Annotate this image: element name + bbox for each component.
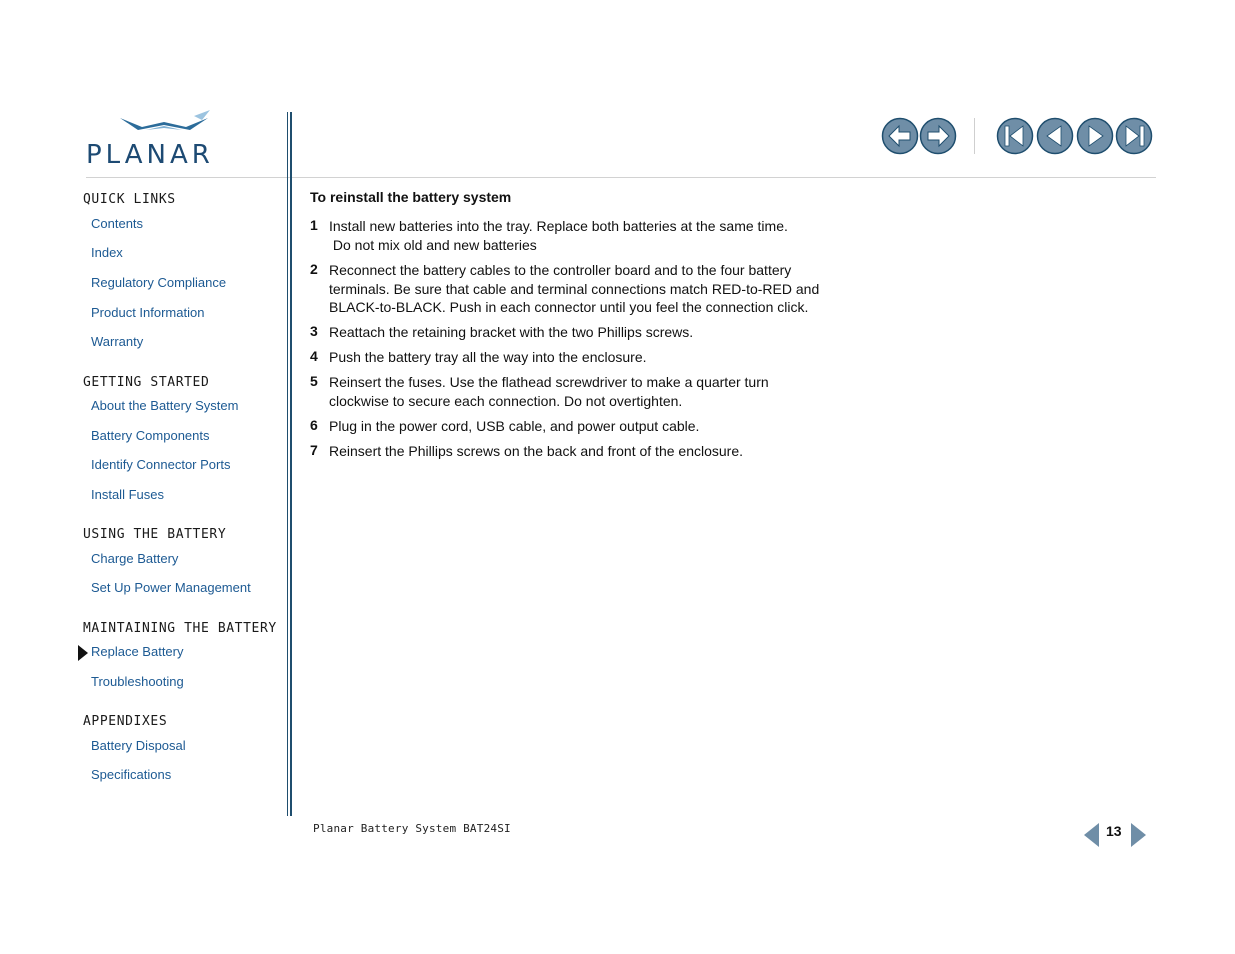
step-line: Push the battery tray all the way into the enclosure.	[329, 349, 647, 365]
step-number: 3	[310, 323, 318, 339]
back-arrow-icon[interactable]	[881, 117, 919, 155]
step-line: Reattach the retaining bracket with the two Phillips screws.	[329, 324, 694, 340]
sidebar-item-index[interactable]: Index	[91, 245, 123, 260]
sidebar-item-specifications[interactable]: Specifications	[91, 767, 172, 782]
logo-wordmark: PLANAR	[86, 140, 214, 170]
step-line: clockwise to secure each connection. Do not overtighten.	[329, 392, 683, 409]
step-text	[329, 442, 849, 461]
sidebar-item-troubleshooting[interactable]: Troubleshooting	[91, 674, 184, 689]
planar-logo	[86, 108, 242, 168]
sidebar-item-contents[interactable]: Contents	[91, 216, 144, 231]
sidebar-item-battery-disposal[interactable]: Battery Disposal	[91, 738, 186, 753]
sidebar-item-charge-battery[interactable]: Charge Battery	[91, 551, 179, 566]
sidebar-item-product-information[interactable]: Product Information	[91, 305, 205, 320]
step-number: 7	[310, 442, 318, 458]
step-line: Reinsert the Phillips screws on the back and front of the enclosure.	[329, 443, 743, 459]
page-back-arrow-icon[interactable]	[1084, 823, 1099, 847]
step-line: Reconnect the battery cables to the controller board and to the four battery	[329, 262, 792, 278]
step-line: terminals. Be sure that cable and terminal connections match RED-to-RED and	[329, 280, 820, 297]
step-line: BLACK-to-BLACK. Push in each connector until you feel the connection click.	[329, 299, 809, 316]
sidebar-item-install-fuses[interactable]: Install Fuses	[91, 487, 164, 502]
first-page-icon[interactable]	[996, 117, 1034, 155]
sidebar-item-warranty[interactable]: Warranty	[91, 334, 144, 349]
step-number: 1	[310, 217, 318, 233]
header-rule	[86, 177, 1156, 178]
sidebar-divider-thick	[290, 112, 292, 816]
sidebar-divider	[287, 112, 288, 816]
page-forward-arrow-icon[interactable]	[1131, 823, 1146, 847]
sidebar-heading-maintaining-the-battery: MAINTAINING THE BATTERY	[83, 621, 277, 636]
previous-page-icon[interactable]	[1036, 117, 1074, 155]
step-text	[329, 217, 849, 254]
sidebar-item-replace-battery[interactable]: Replace Battery	[91, 644, 184, 659]
sidebar-item-regulatory-compliance[interactable]: Regulatory Compliance	[91, 275, 227, 290]
page-number: 13	[1106, 823, 1122, 839]
step-text	[329, 417, 849, 436]
step-number: 2	[310, 261, 318, 277]
last-page-icon[interactable]	[1115, 117, 1153, 155]
sidebar-item-set-up-power-management[interactable]: Set Up Power Management	[91, 580, 251, 595]
step-text	[329, 348, 849, 367]
forward-arrow-icon[interactable]	[919, 117, 957, 155]
step-text	[329, 261, 849, 317]
sidebar-item-about-battery-system[interactable]: About the Battery System	[91, 398, 239, 413]
sidebar-heading-quick-links: QUICK LINKS	[83, 192, 176, 207]
step-text	[329, 373, 849, 410]
page-title: To reinstall the battery system	[310, 189, 512, 205]
step-number: 5	[310, 373, 318, 389]
step-line: Plug in the power cord, USB cable, and power output cable.	[329, 418, 700, 434]
next-page-icon[interactable]	[1076, 117, 1114, 155]
step-number: 4	[310, 348, 318, 364]
sidebar-heading-getting-started: GETTING STARTED	[83, 375, 210, 390]
step-number: 6	[310, 417, 318, 433]
step-line: Reinsert the fuses. Use the flathead screwdriver to make a quarter turn	[329, 374, 769, 390]
sidebar-item-identify-connector-ports[interactable]: Identify Connector Ports	[91, 457, 231, 472]
sidebar-heading-using-the-battery: USING THE BATTERY	[83, 527, 227, 542]
current-page-marker-icon	[78, 645, 88, 661]
nav-separator	[974, 118, 975, 154]
step-line: Install new batteries into the tray. Replace both batteries at the same time.	[329, 218, 788, 234]
footer-doc-title: Planar Battery System BAT24SI	[313, 822, 511, 835]
step-line: Do not mix old and new batteries	[329, 236, 537, 253]
sidebar-heading-appendixes: APPENDIXES	[83, 714, 168, 729]
sidebar-item-battery-components[interactable]: Battery Components	[91, 428, 210, 443]
logo-mark-icon	[86, 108, 242, 142]
step-text	[329, 323, 849, 342]
